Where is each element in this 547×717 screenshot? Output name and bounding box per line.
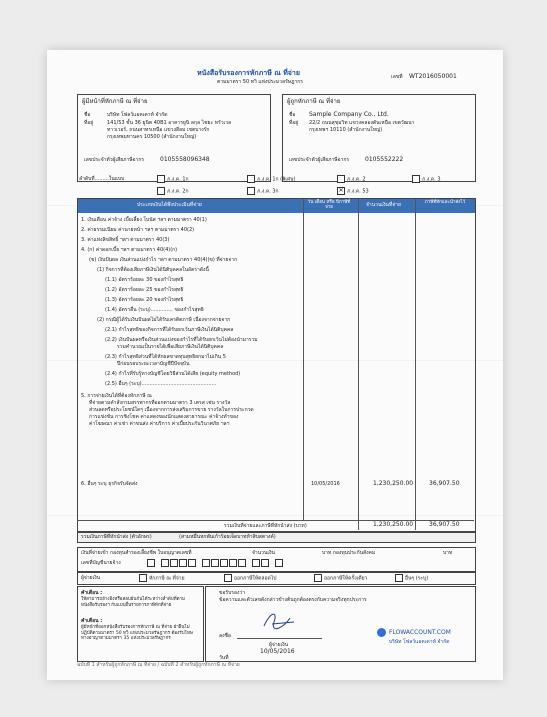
doc-number-label: เลขที่ xyxy=(391,74,403,80)
table-divider xyxy=(415,199,416,530)
doc-number: WT2016050001 xyxy=(409,73,457,80)
account-digit-box[interactable] xyxy=(147,559,155,567)
table-row-label: ค่าโฆษณา ค่าเช่า ค่าขนส่ง ค่าบริการ ค่าเบี้ยประกันวินาศภัย ฯลฯ xyxy=(89,421,230,427)
warning-heading: คำเตือน : xyxy=(81,618,103,624)
table-row-label: ปีก่อนรอบระยะเวลาบัญชีปีปัจจุบัน xyxy=(117,361,190,367)
form-option[interactable]: ภ.ง.ด. 1ก (พิเศษ) xyxy=(247,175,296,183)
account-digit-box[interactable] xyxy=(202,559,210,567)
copy-footer: ฉบับที่ 1 สำหรับผู้ถูกหักภาษี ณ ที่จ่าย / ฉบับที่ 2 สำหรับผู้ถูกหักภาษี ณ ที่จ่าย xyxy=(77,662,240,668)
payer-addr-label: ที่อยู่ xyxy=(84,120,94,126)
form-seq-label: ลำดับที่.........ในแบบ xyxy=(79,176,125,182)
checkbox-icon xyxy=(412,175,420,183)
payer-name-label: ชื่อ xyxy=(84,112,91,118)
table-row-label: 2. ค่าธรรมเนียม ค่านายหน้า ฯลฯ ตามมาตรา 40(2) xyxy=(81,227,195,233)
cert-text: ข้อความและตัวเลขดังกล่าวข้างต้นถูกต้องตรงกับความจริงทุกประการ xyxy=(219,597,367,603)
doc-title: หนังสือรับรองการหักภาษี ณ ที่จ่าย xyxy=(197,69,300,77)
col-header-date: วัน เดือน หรือ ปีภาษีที่จ่าย xyxy=(307,200,351,210)
payee-name: Sample Company Co., Ltd. xyxy=(309,111,389,118)
flowaccount-logo-icon xyxy=(377,628,386,637)
doc-subtitle: ตามมาตรา 50 ทวิ แห่งประมวลรัษฎากร xyxy=(217,79,303,85)
row6-amount: 1,230,250.00 xyxy=(373,480,414,487)
account-digit-box[interactable] xyxy=(211,559,219,567)
checkbox-icon xyxy=(139,574,147,582)
payee-addr-label: ที่อยู่ xyxy=(289,120,299,126)
fund-line1b: จำนวนเงิน xyxy=(252,550,275,556)
checkbox-icon xyxy=(247,187,255,195)
row6-date: 10/05/2016 xyxy=(311,481,340,487)
table-row-label: (2.3) กำไรสุทธิส่วนที่ได้หักผลขาดทุนสุทธิยกมาไม่เกิน 5 xyxy=(105,354,226,360)
payer-addr3: กรุงเทพมหานคร 10500 (สำนักงานใหญ่) xyxy=(107,134,197,140)
warning-text: ผู้มีหน้าที่ออกหนังสือรับรองการหักภาษี ณ ที่จ่าย ฝ่าฝืนไม่ปฏิบัติตามมาตรา 50 ทวิ แห่งประมวลรัษฎากร ต้องรับโทษทางอาญาตามมาตรา 35 แห่งประมวลรัษฎากร xyxy=(81,625,193,641)
payer-name: บริษัท โฟลว์แอคเคาท์ จำกัด xyxy=(107,112,168,118)
payee-box xyxy=(282,94,476,182)
table-divider xyxy=(303,199,304,520)
form-option[interactable]: ภ.ง.ด. 1ก xyxy=(157,175,189,183)
table-row-label: รวมคำนวณเป็นรายได้เพื่อเสียภาษีเงินได้นิติบุคคล xyxy=(117,344,224,350)
payee-heading: ผู้ถูกหักภาษี ณ ที่จ่าย xyxy=(287,98,341,105)
table-row-label: 4. (ก) ค่าดอกเบี้ย ฯลฯ ตามมาตรา 40(4)(ก) xyxy=(81,247,178,253)
checkbox-icon xyxy=(224,574,232,582)
checked-box-icon: ✕ xyxy=(338,187,344,194)
total-amount: 1,230,250.00 xyxy=(373,521,414,528)
table-row-label: (2) กรณีผู้ได้รับเงินปันผลไม่ได้รับเครดิตภาษี เนื่องจากจ่ายจาก xyxy=(97,317,231,323)
payer-options-label: ผู้จ่ายเงิน xyxy=(81,575,101,581)
fund-line2: เลขที่บัญชีนายจ้าง xyxy=(81,560,121,566)
table-row-label: ที่จ่ายตามคำสั่งกรมสรรพากรที่ออกตามมาตรา 3 เตรส เช่น รางวัล xyxy=(89,400,231,406)
signature-line xyxy=(237,638,322,639)
table-row-label: (1.1) อัตราร้อยละ 30 ของกำไรสุทธิ xyxy=(105,277,184,283)
warning-heading: คำเตือน : xyxy=(81,590,103,596)
table-row-label: 5. การจ่ายเงินได้ที่ต้องหักภาษี ณ xyxy=(81,393,152,399)
col-header-amount: จำนวนเงินที่จ่าย xyxy=(366,202,401,208)
cert-label: ขอรับรองว่า xyxy=(219,590,246,596)
table-row-label: 3. ค่าแห่งลิขสิทธิ์ ฯลฯ ตามมาตรา 40(3) xyxy=(81,237,170,243)
words-label: รวมเงินภาษีที่หักนำส่ง (ตัวอักษร) xyxy=(81,534,152,540)
payee-tax-label: เลขประจำตัวผู้เสียภาษีอากร xyxy=(289,157,350,163)
account-digit-box[interactable] xyxy=(170,559,178,567)
checkbox-icon xyxy=(247,175,255,183)
account-digit-box[interactable] xyxy=(188,559,196,567)
form-option-checked[interactable]: ✕ ภ.ง.ด. 53 xyxy=(338,187,369,195)
payer-addr1: 141/53 ชั้น 36 ยูนิต 40B1 อาคารยูนิ ลกุล ไชยะ ทรัวเวล xyxy=(107,120,232,126)
form-option[interactable]: ภ.ง.ด. 2 xyxy=(337,175,366,183)
payer-heading: ผู้มีหน้าที่หักภาษี ณ ที่จ่าย xyxy=(82,98,148,105)
checkbox-icon xyxy=(157,187,165,195)
payer-sign-label: ผู้จ่ายเงิน xyxy=(269,642,289,648)
table-row-label: (2.1) กำไรสุทธิของกิจการที่ได้รับยกเว้นภาษีเงินได้นิติบุคคล xyxy=(105,327,234,333)
payee-name-label: ชื่อ xyxy=(289,112,296,118)
table-divider xyxy=(358,199,359,530)
employer-account-boxes[interactable] xyxy=(147,559,284,567)
fund-line1a: เงินที่จ่ายเข้า กองทุนสำรองเลี้ยงชีพ ใบอนุญาตเลขที่ xyxy=(81,550,192,556)
col-header-tax: ภาษีที่หักและนำส่งไว้ xyxy=(424,200,466,205)
warning-text: ให้สามารถอ้างอิงหรือสอบยันกันได้ระหว่างลำดับที่ตามหนังสือรับรองฯ กับแบบยื่นรายการภาษีหักที่จ่าย xyxy=(81,597,185,608)
checkbox-icon xyxy=(395,574,403,582)
total-tax: 36,907.50 xyxy=(429,521,460,528)
payer-tax-label: เลขประจำตัวผู้เสียภาษีอากร xyxy=(84,157,145,163)
account-digit-box[interactable] xyxy=(179,559,187,567)
account-digit-box[interactable] xyxy=(220,559,228,567)
payee-addr1: 22/2 ถนนสุขุมวิท แขวงคลองตันเหนือ เขตวัฒนา xyxy=(309,120,415,126)
table-divider xyxy=(77,520,474,521)
brand-tagline: บริษัท โฟลว์แอคเคาท์ จำกัด xyxy=(389,639,450,645)
account-digit-box[interactable] xyxy=(252,559,260,567)
fund-line1d: บาท xyxy=(443,550,453,556)
account-digit-box[interactable] xyxy=(238,559,246,567)
table-row-label: 1. เงินเดือน ค่าจ้าง เบี้ยเลี้ยง โบนัส ฯลฯ ตามมาตรา 40(1) xyxy=(81,217,207,223)
account-digit-box[interactable] xyxy=(229,559,237,567)
payee-addr2: กรุงเทพฯ 10110 (สำนักงานใหญ่) xyxy=(309,127,383,133)
table-row-label: (1.2) อัตราร้อยละ 25 ของกำไรสุทธิ xyxy=(105,287,184,293)
table-row-label: (2.2) เงินปันผลหรือเงินส่วนแบ่งของกำไรที่ได้รับยกเว้นไม่ต้องนำมารวม xyxy=(105,337,258,343)
payer-option[interactable]: อื่นๆ (ระบุ) xyxy=(395,574,428,582)
table-row-label: (2.5) อื่นๆ (ระบุ)............................................... xyxy=(105,381,217,387)
brand-name: FLOWACCOUNT.COM xyxy=(389,629,451,636)
form-option[interactable]: ภ.ง.ด. 2ก xyxy=(157,187,189,195)
row6-tax: 36,907.50 xyxy=(429,480,460,487)
fund-line1c: บาท กองทุนประกันสังคม xyxy=(322,550,376,556)
table-row-label: (1) กิจการที่ต้องเสียภาษีเงินได้นิติบุคคลในอัตราดังนี้ xyxy=(97,267,209,273)
account-digit-box[interactable] xyxy=(161,559,169,567)
account-digit-box[interactable] xyxy=(275,559,283,567)
sign-date: 10/05/2016 xyxy=(260,648,295,655)
table-row-label: (1.4) อัตราอื่น (ระบุ).............. ของกำไรสุทธิ xyxy=(105,307,204,313)
certificate-paper xyxy=(47,50,503,680)
account-digit-box[interactable] xyxy=(261,559,269,567)
payee-tax-id: 0105552222 xyxy=(365,156,404,163)
signature-image xyxy=(260,608,300,634)
words-value: (สามหมื่นหกพันเก้าร้อยเจ็ดบาทห้าสิบสตางค์) xyxy=(179,534,276,540)
col-header-type: ประเภทเงินได้พึงประเมินที่จ่าย xyxy=(137,202,202,208)
table-row-label: (1.3) อัตราร้อยละ 20 ของกำไรสุทธิ xyxy=(105,297,184,303)
table-row-label: 6. อื่นๆ ระบุ ธุรกิจรับจัดส่ง xyxy=(81,481,138,487)
checkbox-icon xyxy=(337,175,345,183)
table-row-label: ส่วนลดหรือประโยชน์ใดๆ เนื่องจากการส่งเสริมการขาย รางวัลในการประกวด xyxy=(89,407,254,413)
sign-label: ลงชื่อ xyxy=(219,633,231,639)
table-row-label: การแข่งขัน การชิงโชค ค่าแสดงของนักแสดงสาธารณะ ค่าจ้างทำของ xyxy=(89,414,239,420)
payer-option[interactable]: ออกภาษีให้ครั้งเดียว xyxy=(314,574,367,582)
form-option[interactable]: ภ.ง.ด. 3ก xyxy=(247,187,279,195)
table-row-label: (2.4) กำไรที่รับรู้ทางบัญชีโดยวิธีส่วนได้เสีย (equity method) xyxy=(105,371,241,377)
payer-option[interactable]: หักภาษี ณ ที่จ่าย xyxy=(139,574,185,582)
checkbox-icon xyxy=(314,574,322,582)
payer-tax-id: 0105558096348 xyxy=(160,156,210,163)
payer-addr2: ทาวเวอร์, ถนนสาทรเหนือ แขวงสีลม เขตบางรัก xyxy=(107,127,210,133)
checkbox-icon xyxy=(157,175,165,183)
table-row-label: (ข) เงินปันผล เงินส่วนแบ่งกำไร ฯลฯ ตามมาตรา 40(4)(ข) ที่จ่ายจาก xyxy=(89,257,238,263)
sign-date-label: วันที่ xyxy=(219,655,229,661)
form-option[interactable]: ภ.ง.ด. 3 xyxy=(412,175,441,183)
payer-option[interactable]: ออกภาษีให้ตลอดไป xyxy=(224,574,276,582)
total-label: รวมเงินที่จ่ายและภาษีที่หักนำส่ง (บาท) xyxy=(224,523,307,529)
